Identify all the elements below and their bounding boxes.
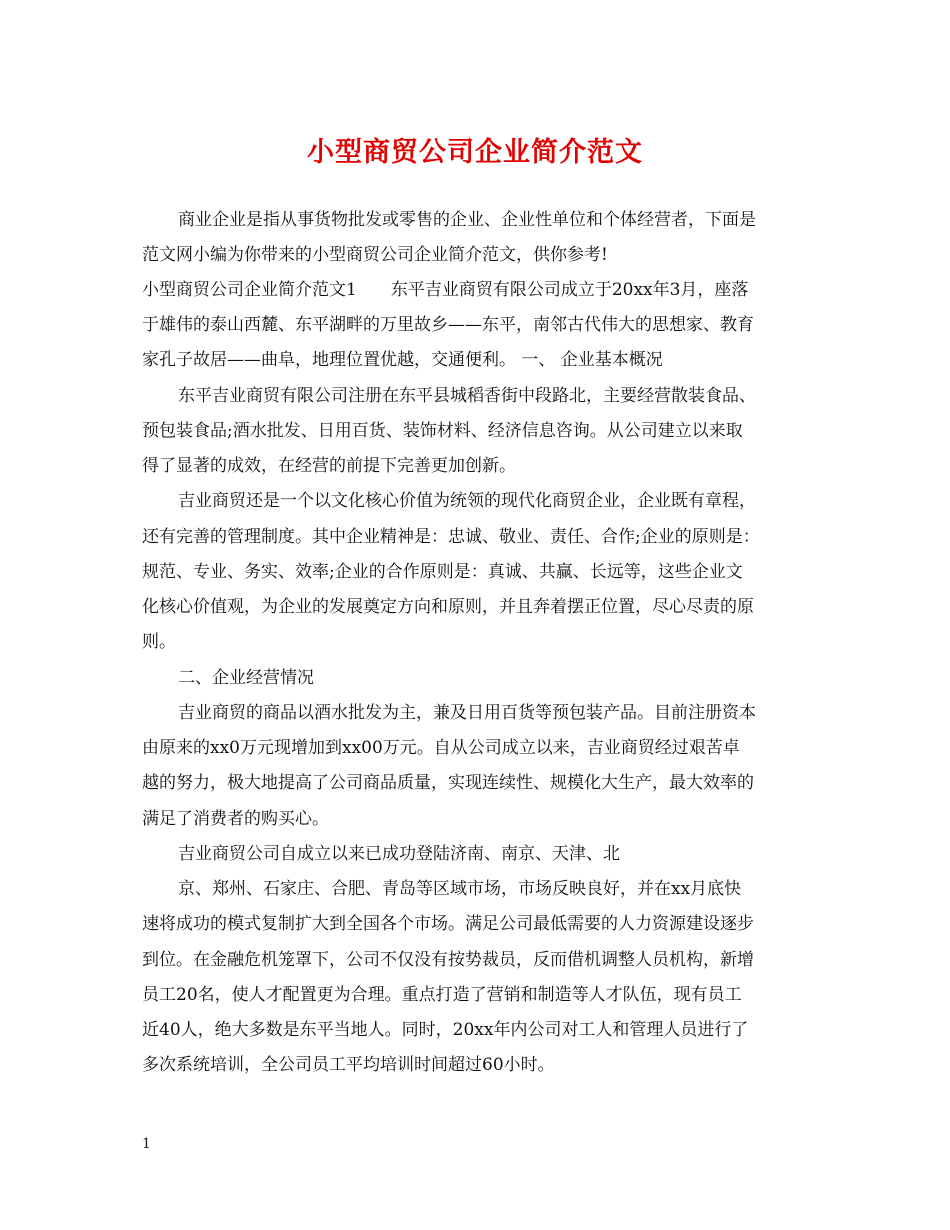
text-line: 得了显著的成效，在经营的前提下完善更加创新。 (142, 456, 516, 476)
page-number: 1 (142, 1136, 151, 1152)
text-line: 吉业商贸公司自成立以来已成功登陆济南、南京、天津、北 (178, 844, 620, 864)
text-line: 化核心价值观，为企业的发展奠定方向和原则，并且奔着摆正位置，尽心尽责的原 (142, 597, 754, 617)
text-line: 吉业商贸还是一个以文化核心价值为统领的现代化商贸企业，企业既有章程， (178, 491, 756, 511)
text-line: 东平吉业商贸有限公司注册在东平县城稻香街中段路北，主要经营散装食品、 (178, 386, 756, 406)
text-line: 到位。在金融危机笼罩下，公司不仅没有按势裁员，反而借机调整人员机构，新增 (142, 950, 754, 970)
text-line: 范文网小编为你带来的小型商贸公司企业简介范文，供你参考! (142, 245, 608, 265)
text-line: 规范、专业、务实、效率;企业的合作原则是：真诚、共赢、长远等，这些企业文 (142, 562, 743, 582)
text-line: 于雄伟的泰山西麓、东平湖畔的万里故乡——东平，南邻古代伟大的思想家、教育 (142, 315, 754, 335)
text-line: 速将成功的模式复制扩大到全国各个市场。满足公司最低需要的人力资源建设逐步 (142, 914, 754, 934)
text-line: 预包装食品;酒水批发、日用百货、装饰材料、经济信息咨询。从公司建立以来取 (142, 421, 743, 441)
text-line: 吉业商贸的商品以酒水批发为主，兼及日用百货等预包装产品。目前注册资本 (178, 703, 756, 723)
text-line: 商业企业是指从事货物批发或零售的企业、企业性单位和个体经营者，下面是 (178, 210, 756, 230)
text-line: 满足了消费者的购买心。 (142, 809, 329, 829)
text-line: 近40人，绝大多数是东平当地人。同时，20xx年内公司对工人和管理人员进行了 (142, 1020, 749, 1040)
text-line: 越的努力，极大地提高了公司商品质量，实现连续性、规模化大生产，最大效率的 (142, 773, 754, 793)
text-line: 京、郑州、石家庄、合肥、青岛等区域市场，市场反映良好，并在xx月底快 (178, 879, 742, 899)
text-line: 多次系统培训，全公司员工平均培训时间超过60小时。 (142, 1055, 555, 1075)
document-title: 小型商贸公司企业简介范文 (307, 137, 643, 168)
text-line: 小型商贸公司企业简介范文1 东平吉业商贸有限公司成立于20xx年3月，座落 (142, 280, 749, 300)
text-line: 则。 (142, 632, 176, 652)
text-line: 还有完善的管理制度。其中企业精神是：忠诚、敬业、责任、合作;企业的原则是： (142, 527, 760, 547)
text-line: 员工20名，使人才配置更为合理。重点打造了营销和制造等人才队伍，现有员工 (142, 985, 742, 1005)
text-line: 家孔子故居——曲阜，地理位置优越，交通便利。 一、 企业基本概况 (142, 350, 663, 370)
section-heading: 二、企业经营情况 (178, 668, 314, 688)
text-line: 由原来的xx0万元现增加到xx00万元。自从公司成立以来，吉业商贸经过艰苦卓 (142, 738, 740, 758)
